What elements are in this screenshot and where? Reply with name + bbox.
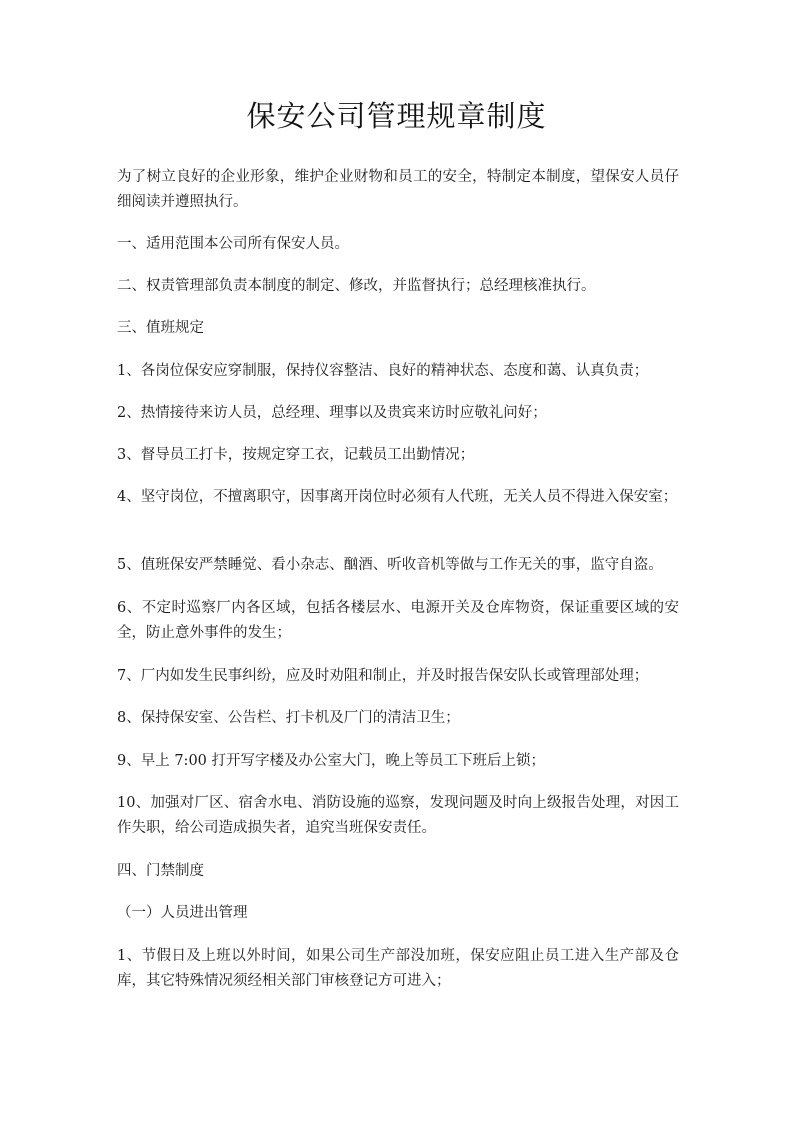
document-title: 保安公司管理规章制度: [246, 99, 547, 133]
duty-item-1: 1、各岗位保安应穿制服，保持仪容整洁、良好的精神状态、态度和蔼、认真负责；: [117, 363, 649, 379]
duty-item-4: 4、坚守岗位，不擅离职守，因事离开岗位时必须有人代班，无关人员不得进入保安室；: [117, 489, 678, 505]
duty-item-7: 7、厂内如发生民事纠纷，应及时劝阻和制止，并及时报告保安队长或管理部处理；: [117, 668, 649, 684]
duty-item-2: 2、热情接待来访人员，总经理、理事以及贵宾来访时应敬礼问好；: [117, 405, 547, 421]
section-duty-heading: 三、值班规定: [117, 320, 204, 336]
section-scope: 一、适用范围本公司所有保安人员。: [117, 236, 349, 252]
duty-item-5: 5、值班保安严禁睡觉、看小杂志、酗酒、听收音机等做与工作无关的事，监守自盗。: [117, 557, 663, 573]
intro-paragraph: 为了树立良好的企业形象，维护企业财物和员工的安全，特制定本制度，望保安人员仔细阅读并遵照执行。: [117, 169, 679, 210]
duty-item-3: 3、督导员工打卡，按规定穿工衣，记载员工出勤情况；: [117, 447, 475, 463]
duty-item-8: 8、保持保安室、公告栏、打卡机及厂门的清洁卫生；: [117, 710, 460, 726]
duty-item-10: 10、加强对厂区、宿舍水电、消防设施的巡察，发现问题及时向上级报告处理，对因工作失职，给公司造成损失者，追究当班保安责任。: [117, 795, 679, 836]
access-item-1: 1、节假日及上班以外时间，如果公司生产部没加班，保安应阻止员工进入生产部及仓库，其它特殊情况须经相关部门审核登记方可进入；: [117, 948, 679, 989]
duty-item-6: 6、不定时巡察厂内各区域，包括各楼层水、电源开关及仓库物资，保证重要区域的安全，防止意外事件的发生；: [117, 600, 679, 641]
duty-item-9: 9、早上 7:00 打开写字楼及办公室大门，晚上等员工下班后上锁；: [117, 753, 546, 769]
section-access-heading: 四、门禁制度: [117, 863, 204, 879]
section-responsibility: 二、权责管理部负责本制度的制定、修改，并监督执行；总经理核准执行。: [117, 278, 596, 294]
subsection-personnel-heading: （一）人员进出管理: [117, 905, 248, 921]
